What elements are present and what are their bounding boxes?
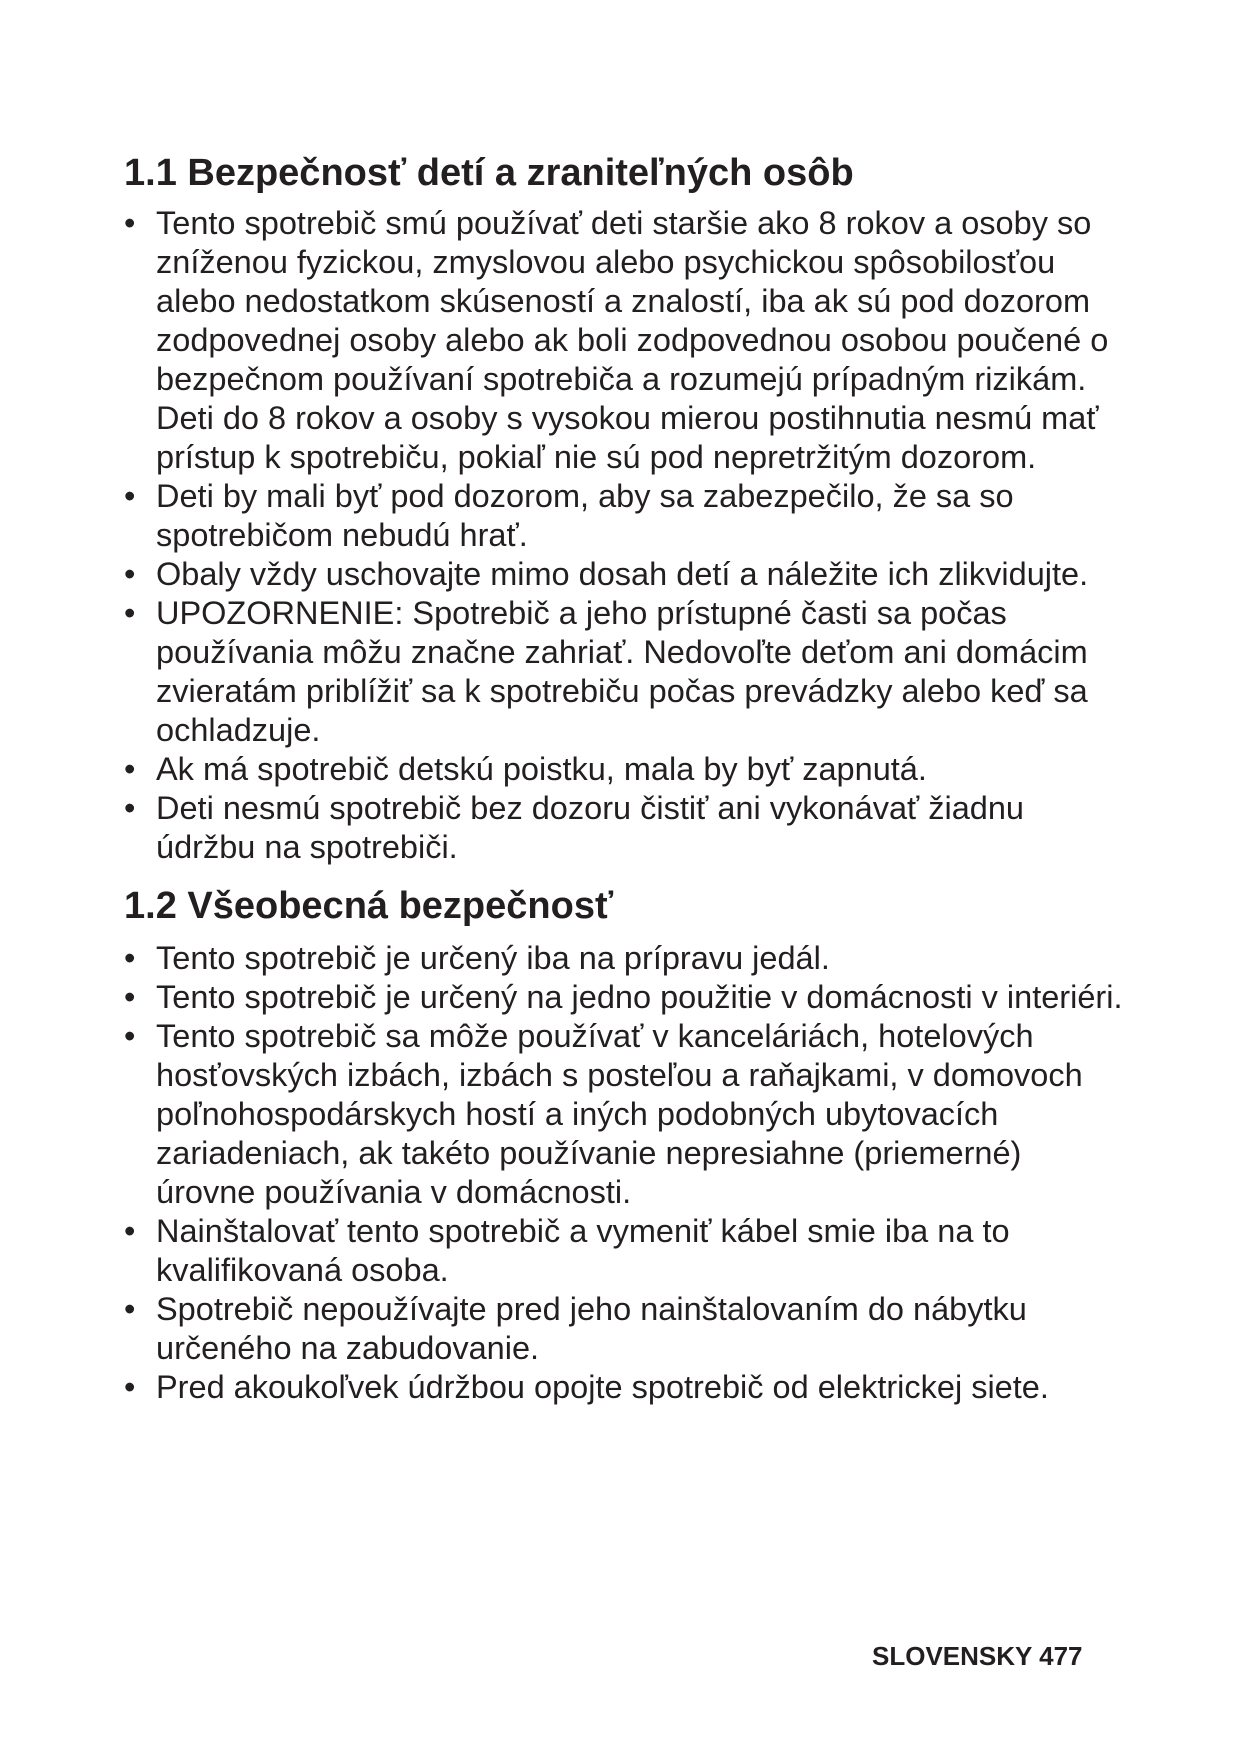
list-item [124,594,1124,750]
list-item-text: Pred akoukoľvek údržbou opojte spotrebič od elektrickej siete. [156,1369,1049,1405]
list-item [124,555,1124,594]
list-item-text: Tento spotrebič je určený na jedno použitie v domácnosti v interiéri. [156,979,1123,1015]
child-safety-list [124,204,1124,867]
bullet: • [124,1213,136,1249]
list-item [124,750,1124,789]
bullet: • [124,478,136,514]
list-item-text: Deti by mali byť pod dozorom, aby sa zabezpečilo, že sa so spotrebičom nebudú hrať. [156,478,1014,553]
list-item-text: Tento spotrebič sa môže používať v kanceláriách, hotelových hosťovských izbách, izbách s posteľou a raňajkami, v domovoch poľnohospodárskych hostí a iných podobných ubytovacích zariadeniach, ak takéto používanie nepresiahne (priemerné) úrovne používania v domácnosti. [156,1018,1083,1210]
list-item [124,789,1124,867]
general-safety-list [124,939,1124,1407]
section-heading-child-safety: 1.1 Bezpečnosť detí a zraniteľných osôb [124,152,854,194]
list-item [124,1212,1124,1290]
list-item-text: Tento spotrebič je určený iba na prípravu jedál. [156,940,830,976]
list-item-text: Tento spotrebič smú používať deti staršie ako 8 rokov a osoby so zníženou fyzickou, zmyslovou alebo psychickou spôsobilosťou alebo nedostatkom skúseností a znalostí, iba ak sú pod dozorom zodpovednej osoby alebo ak boli zodpovednou osobou poučené o bezpečnom používaní spotrebiča a rozumejú prípadným rizikám. Deti do 8 rokov a osoby s vysokou mierou postihnutia nesmú mať prístup k spotrebiču, pokiaľ nie sú pod nepretržitým dozorom. [156,205,1109,475]
list-item-text: Deti nesmú spotrebič bez dozoru čistiť ani vykonávať žiadnu údržbu na spotrebiči. [156,790,1025,865]
bullet: • [124,556,136,592]
list-item [124,978,1124,1017]
list-item [124,477,1124,555]
bullet: • [124,595,136,631]
bullet: • [124,205,136,241]
document-page [124,148,1124,1407]
list-item [124,204,1124,477]
list-item-text: Obaly vždy uschovajte mimo dosah detí a náležite ich zlikvidujte. [156,556,1089,592]
bullet: • [124,940,136,976]
list-item-text: UPOZORNENIE: Spotrebič a jeho prístupné časti sa počas používania môžu značne zahriať. Nedovoľte deťom ani domácim zvieratám priblížiť sa k spotrebiču počas prevádzky alebo keď sa ochladzuje. [156,595,1088,748]
bullet: • [124,1369,136,1405]
bullet: • [124,1291,136,1327]
list-item [124,1290,1124,1368]
section-heading-general-safety: 1.2 Všeobecná bezpečnosť [124,885,614,927]
bullet: • [124,1018,136,1054]
bullet: • [124,751,136,787]
list-item-text: Nainštalovať tento spotrebič a vymeniť kábel smie iba na to kvalifikovaná osoba. [156,1213,1010,1288]
list-item [124,1368,1124,1407]
page-footer: SLOVENSKY 477 [872,1641,1083,1671]
bullet: • [124,790,136,826]
list-item [124,939,1124,978]
list-item [124,1017,1124,1212]
list-item-text: Spotrebič nepoužívajte pred jeho nainštalovaním do nábytku určeného na zabudovanie. [156,1291,1027,1366]
bullet: • [124,979,136,1015]
list-item-text: Ak má spotrebič detskú poistku, mala by byť zapnutá. [156,751,927,787]
